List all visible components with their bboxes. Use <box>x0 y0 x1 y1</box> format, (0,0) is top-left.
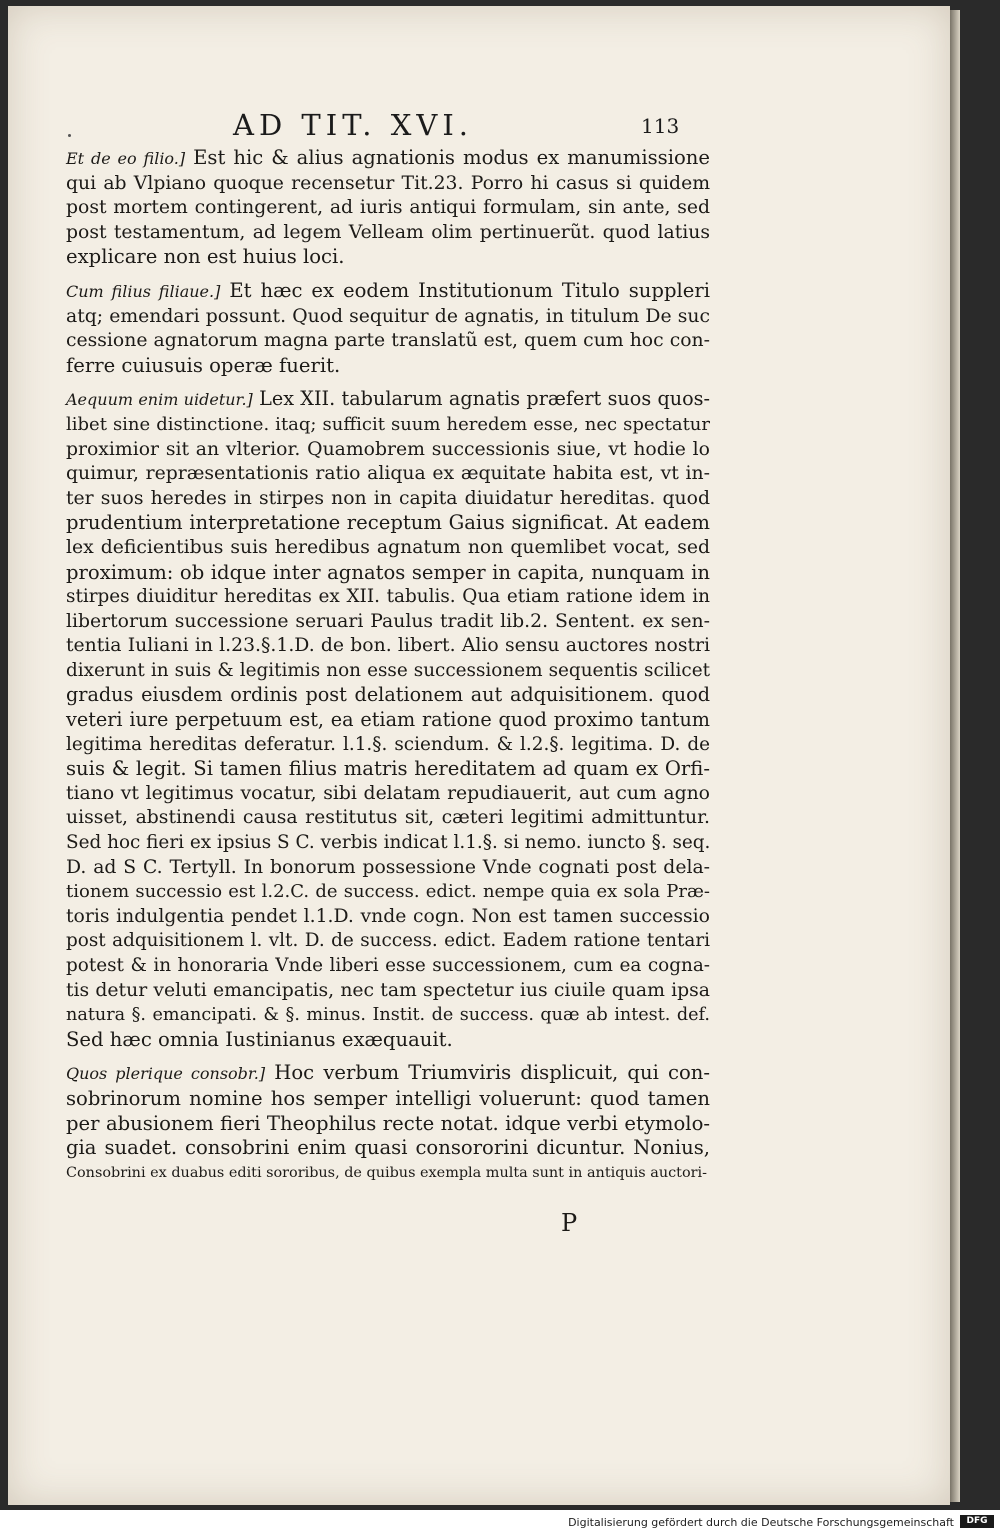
page-edge <box>950 10 960 1502</box>
line-text: tis detur veluti emancipatis, nec tam spectetur ius ciuile quam ipsa <box>66 979 710 1001</box>
lemma: Aequum enim uidetur.] <box>66 390 253 410</box>
text-line <box>66 806 710 831</box>
footer <box>0 1510 1000 1532</box>
funding-notice: Digitalisierung gefördert durch die Deutsche Forschungsgemeinschaft <box>568 1516 954 1529</box>
book-page <box>8 6 950 1505</box>
line-text: suis & legit. Si tamen filius matris hereditatem ad quam ex Orfi- <box>66 757 710 781</box>
text-line <box>66 221 710 246</box>
line-text: per abusionem fieri Theophilus recte notat. idque verbi etymolo- <box>66 1111 710 1135</box>
line-text: Est hic & alius agnationis modus ex manumissione <box>193 146 710 169</box>
text-line <box>66 856 710 881</box>
text-line <box>66 329 710 354</box>
lemma: Quos plerique consobr.] <box>66 1064 266 1084</box>
line-text: proximum: ob idque inter agnatos semper in capita, nunquam in <box>66 560 710 584</box>
text-line <box>66 880 710 905</box>
line-text: ter suos heredes in stirpes non in capita diuidatur hereditas. quod <box>66 487 710 509</box>
margin-mark <box>68 134 71 137</box>
line-text: lex deficientibus suis heredibus agnatum non quemlibet vocat, sed <box>66 536 710 558</box>
line-text: Lex XII. tabularum agnatis præfert suos quos- <box>259 387 710 411</box>
line-text: Consobrini ex duabus editi sororibus, de quibus exempla multa sunt in antiquis auctori- <box>66 1164 707 1181</box>
text-line <box>66 511 710 536</box>
line-text: Sed hoc fieri ex ipsius S C. verbis indicat l.1.§. si nemo. iuncto §. seq. <box>66 832 711 854</box>
text-line <box>66 757 710 782</box>
page-number: 113 <box>641 114 680 138</box>
line-text: proximior sit an vlterior. Quamobrem successionis siue, vt hodie lo <box>66 438 710 460</box>
text-line <box>66 733 710 758</box>
line-text: gradus eiusdem ordinis post delationem aut adquisitionem. quod <box>66 683 710 707</box>
line-text: tionem successio est l.2.C. de success. edict. nempe quia ex sola Præ- <box>66 881 710 903</box>
line-text: atq; emendari possunt. Quod sequitur de agnatis, in titulum De suc <box>66 305 710 327</box>
text-line <box>66 1161 710 1186</box>
text-line <box>66 954 710 979</box>
line-text: tiano vt legitimus vocatur, sibi delatam repudiauerit, aut cum agno <box>66 782 710 804</box>
text-line <box>66 354 710 379</box>
text-line <box>66 245 710 270</box>
line-text: toris indulgentia pendet l.1.D. vnde cogn. Non est tamen successio <box>66 905 710 927</box>
line-text: natura §. emancipati. & §. minus. Instit. de success. quæ ab intest. def. <box>66 1005 710 1026</box>
text-line <box>66 536 710 561</box>
text-line <box>66 305 710 330</box>
text-line <box>66 487 710 512</box>
paragraph <box>66 146 710 270</box>
line-text: post mortem contingerent, ad iuris antiqui formulam, sin ante, sed <box>66 197 710 219</box>
lemma: Cum filius filiaue.] <box>66 281 221 301</box>
text-line <box>66 438 710 463</box>
text-line <box>66 831 710 856</box>
line-text: cessione agnatorum magna parte translatũ est, quem cum hoc con- <box>66 330 710 352</box>
text-line <box>66 1061 710 1087</box>
line-text: libertorum successione seruari Paulus tradit lib.2. Sentent. ex sen- <box>66 610 710 632</box>
line-text: Et hæc ex eodem Institutionum Titulo suppleri <box>229 278 711 302</box>
text-line <box>66 782 710 807</box>
line-text: libet sine distinctione. itaq; sufficit suum heredem esse, nec spectatur <box>66 413 710 435</box>
text-line <box>66 561 710 586</box>
line-text: prudentium interpretatione receptum Gaius significat. At eadem <box>66 511 710 535</box>
text-line <box>66 659 710 684</box>
text-line <box>66 1087 710 1112</box>
line-text: Sed hæc omnia Iustinianus exæquauit. <box>66 1027 453 1051</box>
running-head-title: AD TIT. XVI. <box>233 108 473 142</box>
text-line <box>66 610 710 635</box>
text-line <box>66 1112 710 1137</box>
text-line <box>66 1028 710 1053</box>
line-text: veteri iure perpetuum est, ea etiam ratione quod proximo tantum <box>66 708 710 732</box>
paragraph <box>66 279 710 378</box>
text-line <box>66 634 710 659</box>
text-line <box>66 146 710 172</box>
body-text <box>66 146 710 1194</box>
line-text: qui ab Vlpiano quoque recensetur Tit.23. Porro hi casus si quidem <box>66 172 710 194</box>
text-line <box>66 1003 710 1028</box>
line-text: sobrinorum nomine hos semper intelligi voluerunt: quod tamen <box>66 1086 710 1110</box>
line-text: dixerunt in suis & legitimis non esse successionem sequentis scilicet <box>66 659 710 681</box>
line-text: D. ad S C. Tertyll. In bonorum possessione Vnde cognati post dela- <box>66 856 710 878</box>
text-line <box>66 172 710 197</box>
line-text: legitima hereditas deferatur. l.1.§. sciendum. & l.2.§. legitima. D. de <box>66 733 710 755</box>
text-line <box>66 1136 710 1161</box>
running-head <box>8 108 950 148</box>
text-line <box>66 413 710 438</box>
text-line <box>66 585 710 610</box>
line-text: quimur, repræsentationis ratio aliqua ex æquitate habita est, vt in- <box>66 463 710 485</box>
lemma: Et de eo filio.] <box>66 149 186 168</box>
paragraph <box>66 1061 710 1185</box>
text-line <box>66 462 710 487</box>
line-text: gia suadet. consobrini enim quasi consororini dicuntur. Nonius, <box>66 1136 710 1160</box>
signature-mark: P <box>561 1209 578 1237</box>
text-line <box>66 979 710 1004</box>
text-line <box>66 683 710 708</box>
line-text: Hoc verbum Triumviris displicuit, qui con- <box>274 1061 711 1085</box>
paragraph <box>66 387 710 1052</box>
text-line <box>66 279 710 305</box>
text-line <box>66 708 710 733</box>
line-text: stirpes diuiditur hereditas ex XII. tabulis. Qua etiam ratione idem in <box>66 586 710 608</box>
line-text: post adquisitionem l. vlt. D. de success. edict. Eadem ratione tentari <box>66 930 710 952</box>
text-line <box>66 387 710 413</box>
line-text: potest & in honoraria Vnde liberi esse successionem, cum ea cogna- <box>66 955 710 976</box>
text-line <box>66 196 710 221</box>
line-text: ferre cuiusuis operæ fuerit. <box>66 353 341 377</box>
line-text: tentia Iuliani in l.23.§.1.D. de bon. libert. Alio sensu auctores nostri <box>66 635 710 657</box>
dfg-logo: DFG <box>960 1515 994 1528</box>
text-line <box>66 905 710 930</box>
text-line <box>66 929 710 954</box>
line-text: uisset, abstinendi causa restitutus sit, cæteri legitimi admittuntur. <box>66 807 710 829</box>
line-text: post testamentum, ad legem Velleam olim pertinuerũt. quod latius <box>66 221 710 243</box>
line-text: explicare non est huius loci. <box>66 245 345 269</box>
